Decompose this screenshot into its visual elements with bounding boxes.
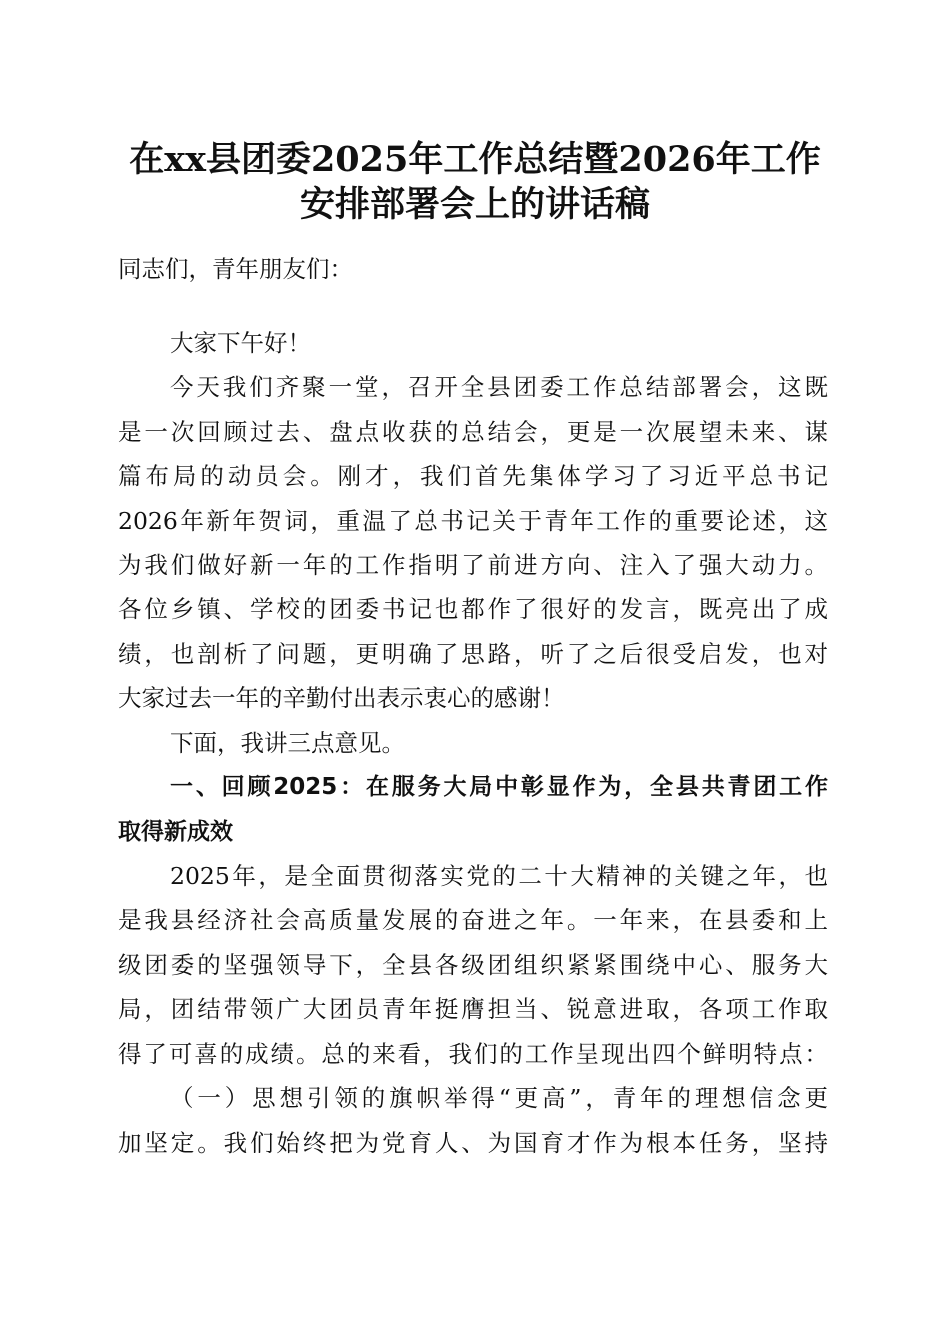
paragraph-line: 2025年，是全面贯彻落实党的二十大精神的关键之年，也 [170,862,828,890]
salutation: 同志们，青年朋友们： [118,255,353,283]
paragraph-line: 得了可喜的成绩。总的来看，我们的工作呈现出四个鲜明特点： [118,1040,828,1068]
paragraph-line: 加坚定。我们始终把为党育人、为国育才作为根本任务，坚持 [118,1129,828,1157]
paragraph-line: 篇布局的动员会。刚才，我们首先集体学习了习近平总书记 [118,462,828,490]
section-heading-line-1: 一、回顾2025：在服务大局中彰显作为，全县共青团工作 [170,774,828,800]
section-heading-line-2: 取得新成效 [118,819,233,845]
paragraph-line: 局，团结带领广大团员青年挺膺担当、锐意进取，各项工作取 [118,995,828,1023]
paragraph-line: 级团委的坚强领导下，全县各级团组织紧紧围绕中心、服务大 [118,951,828,979]
subsection-line: （一）思想引领的旗帜举得“更高”，青年的理想信念更 [170,1084,828,1112]
document-title-line-2: 安排部署会上的讲话稿 [299,184,650,225]
paragraph-line: 是我县经济社会高质量发展的奋进之年。一年来，在县委和上 [118,906,828,934]
document-title-line-1: 在xx县团委2025年工作总结暨2026年工作 [129,139,821,180]
paragraph-line: 今天我们齐聚一堂，召开全县团委工作总结部署会，这既 [170,373,828,401]
paragraph-line: 2026年新年贺词，重温了总书记关于青年工作的重要论述，这 [118,507,828,535]
paragraph-line: 大家过去一年的辛勤付出表示衷心的感谢！ [118,684,565,712]
paragraph-line: 是一次回顾过去、盘点收获的总结会，更是一次展望未来、谋 [118,418,828,446]
greeting: 大家下午好！ [170,329,311,357]
paragraph-line: 绩，也剖析了问题，更明确了思路，听了之后很受启发，也对 [118,640,828,668]
paragraph-line: 下面，我讲三点意见。 [170,729,405,757]
paragraph-line: 各位乡镇、学校的团委书记也都作了很好的发言，既亮出了成 [118,595,828,623]
paragraph-line: 为我们做好新一年的工作指明了前进方向、注入了强大动力。 [118,551,828,579]
